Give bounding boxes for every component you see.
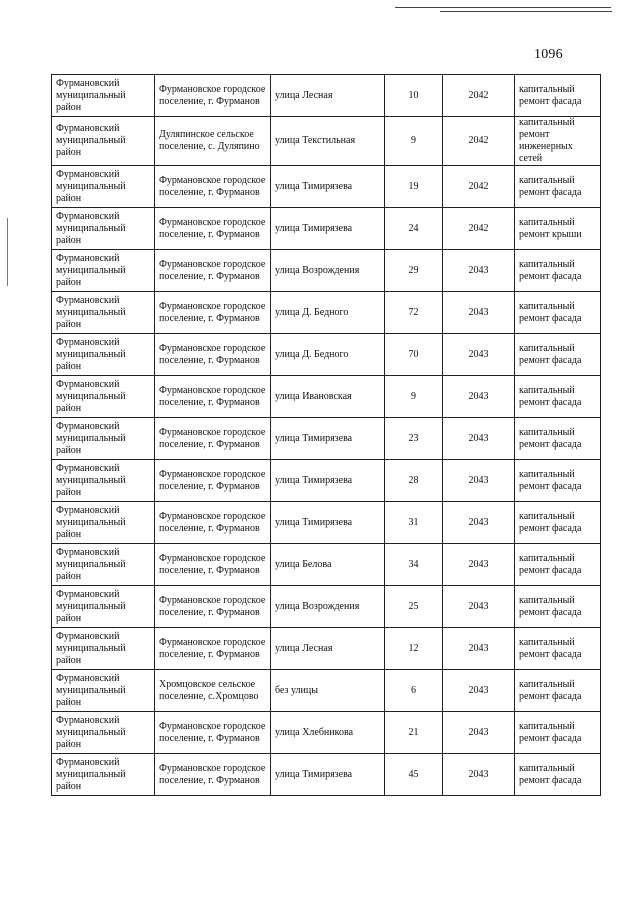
district-cell: Фурмановский муниципальный район [52, 712, 155, 754]
repair-schedule-table [51, 74, 601, 796]
settlement-cell: Фурмановское городское поселение, г. Фурманов [155, 208, 271, 250]
year-cell: 2042 [443, 117, 515, 166]
work-type-cell: капитальный ремонт фасада [515, 544, 601, 586]
table-row [52, 586, 601, 628]
street-cell: улица Тимирязева [271, 418, 385, 460]
work-type-cell: капитальный ремонт крыши [515, 208, 601, 250]
settlement-cell: Фурмановское городское поселение, г. Фурманов [155, 376, 271, 418]
page-number: 1096 [534, 47, 563, 62]
table-row [52, 460, 601, 502]
table-row [52, 292, 601, 334]
street-cell: без улицы [271, 670, 385, 712]
table-row [52, 502, 601, 544]
work-type-cell: капитальный ремонт фасада [515, 334, 601, 376]
settlement-cell: Фурмановское городское поселение, г. Фурманов [155, 586, 271, 628]
street-cell: улица Тимирязева [271, 460, 385, 502]
street-cell: улица Тимирязева [271, 166, 385, 208]
work-type-cell: капитальный ремонт инженерных сетей [515, 117, 601, 166]
street-cell: улица Ивановская [271, 376, 385, 418]
district-cell: Фурмановский муниципальный район [52, 292, 155, 334]
work-type-cell: капитальный ремонт фасада [515, 250, 601, 292]
work-type-cell: капитальный ремонт фасада [515, 460, 601, 502]
district-cell: Фурмановский муниципальный район [52, 628, 155, 670]
street-cell: улица Тимирязева [271, 502, 385, 544]
table-row [52, 250, 601, 292]
year-cell: 2043 [443, 544, 515, 586]
house-number-cell: 72 [385, 292, 443, 334]
street-cell: улица Лесная [271, 628, 385, 670]
work-type-cell: капитальный ремонт фасада [515, 75, 601, 117]
district-cell: Фурмановский муниципальный район [52, 75, 155, 117]
table-row [52, 166, 601, 208]
work-type-cell: капитальный ремонт фасада [515, 628, 601, 670]
year-cell: 2043 [443, 754, 515, 796]
year-cell: 2043 [443, 418, 515, 460]
street-cell: улица Белова [271, 544, 385, 586]
table-row [52, 376, 601, 418]
street-cell: улица Текстильная [271, 117, 385, 166]
district-cell: Фурмановский муниципальный район [52, 117, 155, 166]
district-cell: Фурмановский муниципальный район [52, 250, 155, 292]
work-type-cell: капитальный ремонт фасада [515, 670, 601, 712]
house-number-cell: 45 [385, 754, 443, 796]
year-cell: 2043 [443, 376, 515, 418]
settlement-cell: Дуляпинское сельское поселение, с. Дуляпино [155, 117, 271, 166]
house-number-cell: 12 [385, 628, 443, 670]
table-row [52, 334, 601, 376]
district-cell: Фурмановский муниципальный район [52, 754, 155, 796]
district-cell: Фурмановский муниципальный район [52, 208, 155, 250]
street-cell: улица Тимирязева [271, 208, 385, 250]
table-row [52, 418, 601, 460]
house-number-cell: 25 [385, 586, 443, 628]
house-number-cell: 70 [385, 334, 443, 376]
table-row [52, 628, 601, 670]
street-cell: улица Возрождения [271, 250, 385, 292]
table-row [52, 670, 601, 712]
settlement-cell: Фурмановское городское поселение, г. Фурманов [155, 460, 271, 502]
house-number-cell: 31 [385, 502, 443, 544]
house-number-cell: 6 [385, 670, 443, 712]
settlement-cell: Фурмановское городское поселение, г. Фурманов [155, 754, 271, 796]
work-type-cell: капитальный ремонт фасада [515, 502, 601, 544]
work-type-cell: капитальный ремонт фасада [515, 712, 601, 754]
street-cell: улица Д. Бедного [271, 334, 385, 376]
settlement-cell: Фурмановское городское поселение, г. Фурманов [155, 292, 271, 334]
settlement-cell: Фурмановское городское поселение, г. Фурманов [155, 334, 271, 376]
year-cell: 2042 [443, 75, 515, 117]
year-cell: 2043 [443, 334, 515, 376]
table-body [52, 75, 601, 796]
house-number-cell: 9 [385, 117, 443, 166]
street-cell: улица Лесная [271, 75, 385, 117]
table-row [52, 117, 601, 166]
settlement-cell: Фурмановское городское поселение, г. Фурманов [155, 418, 271, 460]
house-number-cell: 19 [385, 166, 443, 208]
street-cell: улица Д. Бедного [271, 292, 385, 334]
settlement-cell: Фурмановское городское поселение, г. Фурманов [155, 250, 271, 292]
house-number-cell: 28 [385, 460, 443, 502]
house-number-cell: 23 [385, 418, 443, 460]
house-number-cell: 21 [385, 712, 443, 754]
house-number-cell: 10 [385, 75, 443, 117]
year-cell: 2043 [443, 670, 515, 712]
top-rule [395, 7, 611, 8]
district-cell: Фурмановский муниципальный район [52, 502, 155, 544]
work-type-cell: капитальный ремонт фасада [515, 418, 601, 460]
year-cell: 2042 [443, 166, 515, 208]
street-cell: улица Хлебникова [271, 712, 385, 754]
year-cell: 2043 [443, 628, 515, 670]
settlement-cell: Фурмановское городское поселение, г. Фурманов [155, 75, 271, 117]
work-type-cell: капитальный ремонт фасада [515, 292, 601, 334]
district-cell: Фурмановский муниципальный район [52, 166, 155, 208]
settlement-cell: Фурмановское городское поселение, г. Фурманов [155, 502, 271, 544]
settlement-cell: Фурмановское городское поселение, г. Фурманов [155, 544, 271, 586]
work-type-cell: капитальный ремонт фасада [515, 166, 601, 208]
district-cell: Фурмановский муниципальный район [52, 586, 155, 628]
house-number-cell: 24 [385, 208, 443, 250]
year-cell: 2043 [443, 250, 515, 292]
settlement-cell: Фурмановское городское поселение, г. Фурманов [155, 712, 271, 754]
table-row [52, 754, 601, 796]
margin-mark [7, 218, 8, 286]
work-type-cell: капитальный ремонт фасада [515, 754, 601, 796]
top-rule-short [440, 11, 612, 12]
work-type-cell: капитальный ремонт фасада [515, 376, 601, 418]
year-cell: 2042 [443, 208, 515, 250]
year-cell: 2043 [443, 502, 515, 544]
table-row [52, 75, 601, 117]
house-number-cell: 9 [385, 376, 443, 418]
year-cell: 2043 [443, 586, 515, 628]
district-cell: Фурмановский муниципальный район [52, 376, 155, 418]
street-cell: улица Тимирязева [271, 754, 385, 796]
table-row [52, 208, 601, 250]
house-number-cell: 34 [385, 544, 443, 586]
settlement-cell: Фурмановское городское поселение, г. Фурманов [155, 628, 271, 670]
table-row [52, 712, 601, 754]
table-row [52, 544, 601, 586]
district-cell: Фурмановский муниципальный район [52, 670, 155, 712]
house-number-cell: 29 [385, 250, 443, 292]
district-cell: Фурмановский муниципальный район [52, 418, 155, 460]
street-cell: улица Возрождения [271, 586, 385, 628]
district-cell: Фурмановский муниципальный район [52, 334, 155, 376]
settlement-cell: Фурмановское городское поселение, г. Фурманов [155, 166, 271, 208]
year-cell: 2043 [443, 460, 515, 502]
year-cell: 2043 [443, 292, 515, 334]
work-type-cell: капитальный ремонт фасада [515, 586, 601, 628]
settlement-cell: Хромцовское сельское поселение, с.Хромцово [155, 670, 271, 712]
district-cell: Фурмановский муниципальный район [52, 544, 155, 586]
district-cell: Фурмановский муниципальный район [52, 460, 155, 502]
year-cell: 2043 [443, 712, 515, 754]
